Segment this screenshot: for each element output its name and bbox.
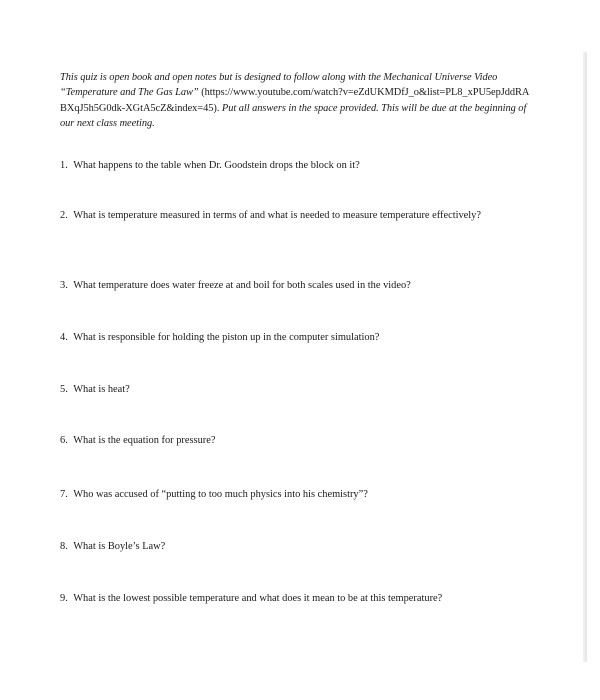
video-url: (https://www.youtube.com/watch?v=eZdUKMDfJ_o&list=PL8_xPU5epJddRABXqJ5h5G0dk-XGtA5cZ&index=45). bbox=[60, 87, 530, 114]
question-number: 8. bbox=[60, 541, 68, 552]
question-2 bbox=[60, 208, 530, 223]
question-number: 5. bbox=[60, 384, 68, 395]
question-text: Who was accused of “putting to too much physics into his chemistry”? bbox=[73, 489, 368, 500]
question-number: 6. bbox=[60, 435, 68, 446]
question-5 bbox=[60, 382, 530, 397]
question-text: What temperature does water freeze at and boil for both scales used in the video? bbox=[73, 280, 411, 291]
question-number: 9. bbox=[60, 593, 68, 604]
question-number: 1. bbox=[60, 160, 68, 171]
question-9 bbox=[60, 591, 530, 606]
question-number: 3. bbox=[60, 280, 68, 291]
question-text: What is responsible for holding the piston up in the computer simulation? bbox=[73, 332, 380, 343]
question-6 bbox=[60, 433, 530, 448]
instructions-due-text: Put all answers in the space provided. This will be due at the beginning of our next class meeting. bbox=[60, 102, 527, 130]
question-text: What is heat? bbox=[73, 384, 130, 395]
question-1 bbox=[60, 158, 530, 173]
instructions-text: This quiz is open book and open notes but is designed to follow along with the Mechanical Universe Video “Temperature and The Gas Law” bbox=[60, 72, 498, 99]
page-edge-shadow bbox=[583, 52, 587, 662]
question-text: What is the lowest possible temperature and what does it mean to be at this temperature? bbox=[73, 593, 443, 604]
question-4 bbox=[60, 330, 530, 345]
question-text: What happens to the table when Dr. Goodstein drops the block on it? bbox=[73, 160, 360, 171]
question-number: 2. bbox=[60, 210, 68, 221]
quiz-instructions bbox=[60, 70, 530, 132]
question-3 bbox=[60, 278, 530, 293]
question-text: What is temperature measured in terms of and what is needed to measure temperature effectively? bbox=[73, 210, 481, 221]
question-number: 4. bbox=[60, 332, 68, 343]
question-text: What is Boyle’s Law? bbox=[73, 541, 166, 552]
question-number: 7. bbox=[60, 489, 68, 500]
question-8 bbox=[60, 539, 530, 554]
question-7 bbox=[60, 487, 530, 502]
question-text: What is the equation for pressure? bbox=[73, 435, 216, 446]
